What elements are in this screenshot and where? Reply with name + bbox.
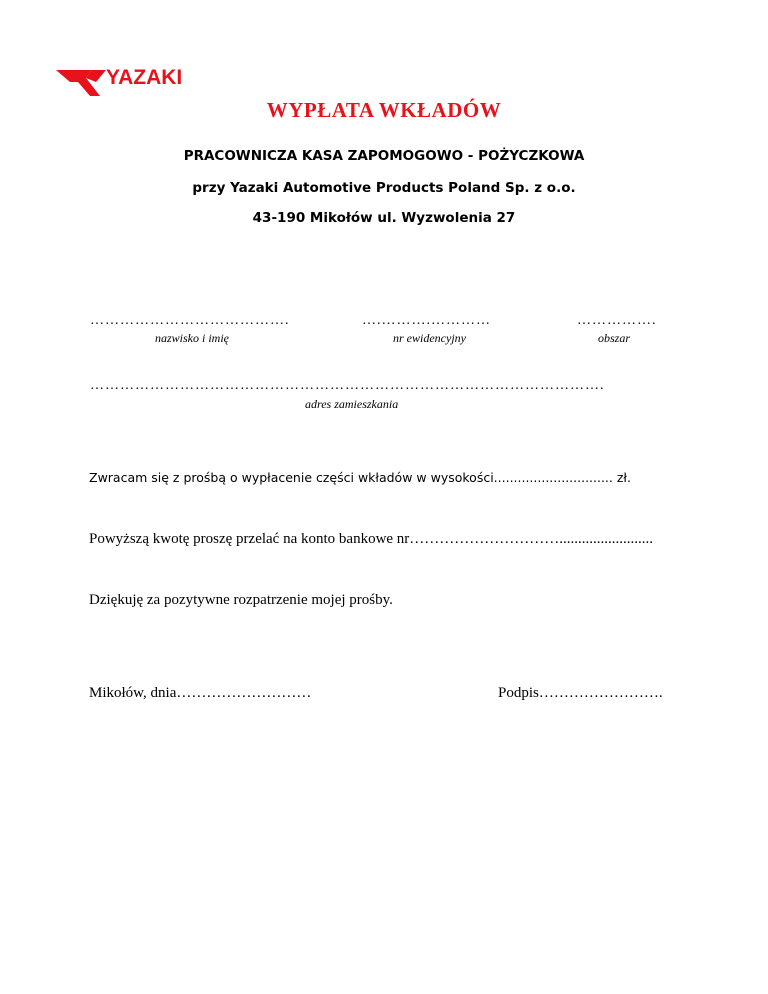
id-number-label: nr ewidencyjny — [393, 331, 466, 345]
yazaki-logo-mark-icon — [56, 58, 226, 98]
name-field[interactable]: …………………………………. — [90, 313, 290, 328]
address-field[interactable]: …………………………………………………………………………………………. — [90, 378, 605, 393]
address-label: adres zamieszkania — [305, 397, 399, 411]
bank-account-text: Powyższą kwotę proszę przelać na konto bankowe nr…………………………......................... — [89, 531, 654, 547]
area-label: obszar — [598, 331, 631, 345]
yazaki-logo-text: YAZAKI — [106, 66, 183, 89]
area-field[interactable]: ……………. — [577, 313, 657, 328]
name-label: nazwisko i imię — [155, 331, 229, 345]
yazaki-logo — [56, 58, 226, 98]
signature-field[interactable]: Podpis……………………. — [498, 685, 663, 701]
header-line-3: 43-190 Mikołów ul. Wyzwolenia 27 — [252, 210, 516, 226]
thanks-text: Dziękuję za pozytywne rozpatrzenie mojej prośby. — [89, 592, 393, 608]
header-line-2: przy Yazaki Automotive Products Poland Sp. z o.o. — [192, 180, 576, 196]
id-number-field[interactable]: ….……….………… — [362, 313, 491, 328]
amount-request-text: Zwracam się z prośbą o wypłacenie części wkładów w wysokości.............................. zł. — [89, 470, 631, 485]
header-line-1: PRACOWNICZA KASA ZAPOMOGOWO - POŻYCZKOWA — [183, 148, 585, 164]
page-title: WYPŁATA WKŁADÓW — [266, 98, 502, 122]
place-date-field[interactable]: Mikołów, dnia……………………… — [89, 685, 312, 701]
